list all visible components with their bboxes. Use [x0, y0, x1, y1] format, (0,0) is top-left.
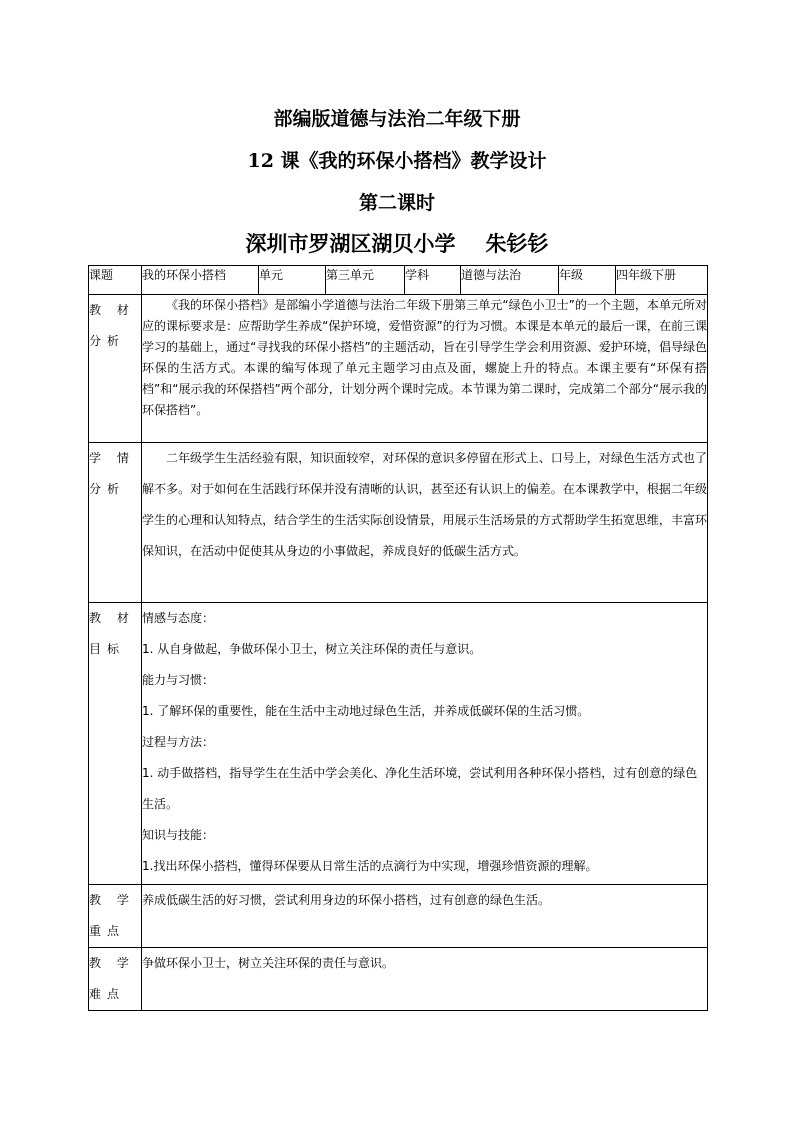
- goal-item: 1.找出环保小搭档，懂得环保要从日常生活的点滴行为中实现，增强珍惜资源的理解。: [142, 859, 598, 873]
- key-points-row: [89, 885, 708, 948]
- material-analysis-text: 《我的环保小搭档》是部编小学道德与法治二年级下册第三单元“绿色小卫士”的一个主题，本单元所对应的课标要求是：应帮助学生养成“保护环境，爱惜资源”的行为习惯。本课是本单元的最后一课，在前三课学习的基础上，通过“寻找我的环保小搭档”的主题活动，旨在引导学生学会利用资源、爱护环境，倡导绿色环保的生活方式。本课的编写体现了单元主题学习由点及面，螺旋上升的特点。本课主要有“环保有搭档”和“展示我的环保搭档”两个部分，计划分两个课时完成。本节课为第二课时，完成第二个部分“展示我的环保搭档”。: [142, 298, 707, 417]
- header-row: [89, 266, 708, 295]
- difficulties-text: 争做环保小卫士，树立关注环保的责任与意识。: [142, 948, 708, 1011]
- lesson-title: 12 课《我的环保小搭档》教学设计: [247, 150, 547, 172]
- learner-analysis-label: 学 情 分析: [89, 443, 142, 603]
- grade-value: 四年级下册: [616, 266, 708, 295]
- lesson-period: 第二课时: [358, 192, 435, 214]
- key-points-text: 养成低碳生活的好习惯，尝试利用身边的环保小搭档，过有创意的绿色生活。: [142, 885, 708, 948]
- goal-item: 1. 从自身做起，争做环保小卫士，树立关注环保的责任与意识。: [142, 642, 482, 656]
- topic-value: 我的环保小搭档: [142, 266, 259, 295]
- grade-label: 年级: [559, 266, 616, 295]
- goal-item: 1. 动手做搭档，指导学生在生活中学会美化、净化生活环境，尝试利用各种环保小搭档，过有创意的绿色生活。: [142, 766, 698, 811]
- goal-heading: 情感与态度：: [142, 611, 215, 625]
- learner-analysis-cell: [142, 443, 708, 603]
- difficulties-row: [89, 948, 708, 1011]
- goals-cell: [142, 603, 708, 885]
- learner-analysis-text: 二年级学生生活经验有限，知识面较窄，对环保的意识多停留在形式上、口号上，对绿色生活方式也了解不多。对于如何在生活践行环保并没有清晰的认识，甚至还有认识上的偏差。在本课教学中，根据二年级学生的心理和认知特点，结合学生的生活实际创设情景，用展示生活场景的方式帮助学生拓宽思维，丰富环保知识，在活动中促使其从身边的小事做起，养成良好的低碳生活方式。: [142, 451, 707, 558]
- unit-value: 第三单元: [326, 266, 405, 295]
- goals-row: [89, 603, 708, 885]
- teacher-name: 朱钐钐: [485, 231, 549, 256]
- unit-label: 单元: [259, 266, 326, 295]
- subject-value: 道德与法治: [461, 266, 559, 295]
- author-line: [0, 228, 794, 258]
- subject-label: 学科: [405, 266, 461, 295]
- goal-heading: 过程与方法：: [142, 735, 215, 749]
- document-title: 部编版道德与法治二年级下册: [273, 108, 521, 130]
- school-name: 深圳市罗湖区湖贝小学: [245, 231, 456, 256]
- goals-label: 教 材 目标: [89, 603, 142, 885]
- key-points-label: 教 学 重点: [89, 885, 142, 948]
- goal-heading: 能力与习惯：: [142, 673, 215, 687]
- material-analysis-label: 教 材 分析: [89, 295, 142, 443]
- material-analysis-cell: [142, 295, 708, 443]
- learner-analysis-row: [89, 443, 708, 603]
- lesson-plan-table: [88, 265, 708, 1011]
- topic-label: 课题: [89, 266, 142, 295]
- difficulties-label: 教 学 难点: [89, 948, 142, 1011]
- material-analysis-row: [89, 295, 708, 443]
- goal-item: 1. 了解环保的重要性，能在生活中主动地过绿色生活，并养成低碳环保的生活习惯。: [142, 704, 590, 718]
- goal-heading: 知识与技能：: [142, 828, 215, 842]
